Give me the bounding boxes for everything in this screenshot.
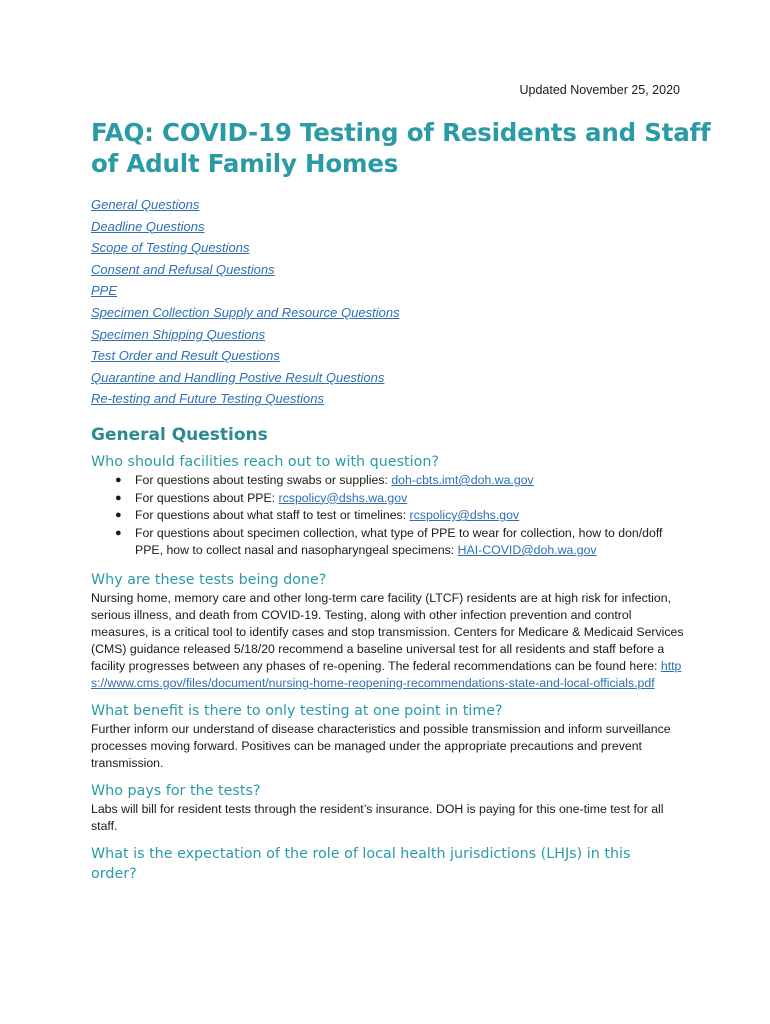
toc-item	[91, 388, 400, 410]
toc-link-ppe[interactable]: PPE	[91, 283, 118, 299]
toc-item	[91, 345, 400, 367]
toc-item	[91, 324, 400, 346]
toc-link-quarantine[interactable]: Quarantine and Handling Postive Result Questions	[91, 369, 385, 385]
email-link[interactable]: rcspolicy@dshs.wa.gov	[278, 490, 408, 505]
toc-link-scope[interactable]: Scope of Testing Questions	[91, 240, 250, 256]
email-link[interactable]: rcspolicy@dshs.gov	[409, 508, 520, 522]
question-one-point-testing: What benefit is there to only testing at one point in time?	[91, 702, 503, 719]
question-who-pays: Who pays for the tests?	[91, 782, 261, 799]
toc-item	[91, 237, 400, 259]
page-title: FAQ: COVID-19 Testing of Residents and Staff of Adult Family Homes	[91, 118, 711, 178]
toc-link-retesting[interactable]: Re-testing and Future Testing Questions	[91, 391, 324, 407]
bullet-text: For questions about PPE:	[135, 490, 279, 505]
toc-link-specimen-shipping[interactable]: Specimen Shipping Questions	[91, 326, 266, 342]
email-link[interactable]: HAI-COVID@doh.wa.gov	[457, 543, 597, 557]
bullet-icon: ●	[115, 526, 122, 539]
list-item	[115, 525, 691, 560]
toc-item	[91, 216, 400, 238]
general-section	[91, 423, 691, 884]
toc-item	[91, 259, 400, 281]
section-heading-general: General Questions	[91, 425, 268, 445]
list-item	[115, 490, 691, 508]
email-link[interactable]: doh-cbts.imt@doh.wa.gov	[391, 473, 534, 487]
toc-link-test-order[interactable]: Test Order and Result Questions	[91, 348, 280, 364]
table-of-contents	[91, 194, 400, 410]
bullet-text: For questions about testing swabs or supplies:	[135, 473, 392, 487]
bullet-text: For questions about what staff to test or timelines:	[135, 508, 410, 522]
toc-link-consent[interactable]: Consent and Refusal Questions	[91, 261, 275, 277]
bullet-icon: ●	[115, 474, 122, 486]
bullet-text: For questions about specimen collection, what type of PPE to wear for collection, how to don/doff PPE, how to collect nasal and nasopharyngeal specimens:	[135, 525, 663, 557]
list-item	[115, 472, 691, 490]
list-item	[115, 507, 691, 525]
cms-recommendations-link[interactable]: https://www.cms.gov/files/document/nursing-home-reopening-recommendations-state-and-local-officials.pdf	[91, 658, 682, 690]
updated-date: Updated November 25, 2020	[519, 83, 680, 97]
toc-item	[91, 280, 400, 302]
question-why-tests: Why are these tests being done?	[91, 571, 327, 588]
toc-item	[91, 302, 400, 324]
answer-one-point-testing: Further inform our understand of disease characteristics and possible transmission and inform surveillance processes moving forward. Positives can be managed under the appropriate precautions and prevent transmission.	[91, 721, 671, 770]
toc-item	[91, 367, 400, 389]
contacts-list	[91, 472, 691, 560]
toc-link-general[interactable]: General Questions	[91, 197, 200, 212]
toc-link-specimen-collection[interactable]: Specimen Collection Supply and Resource Questions	[91, 304, 400, 320]
answer-why-tests	[91, 590, 691, 692]
bullet-icon: ●	[115, 491, 122, 504]
question-contacts: Who should facilities reach out to with question?	[91, 454, 440, 470]
question-lhj-role: What is the expectation of the role of local health jurisdictions (LHJs) in this order?	[91, 845, 631, 882]
toc-item	[91, 194, 400, 216]
answer-who-pays: Labs will bill for resident tests through the resident’s insurance. DOH is paying for this one-time test for all staff.	[91, 801, 664, 833]
bullet-icon: ●	[115, 509, 122, 521]
toc-link-deadline[interactable]: Deadline Questions	[91, 218, 205, 234]
answer-text: Nursing home, memory care and other long-term care facility (LTCF) residents are at high risk for infection, serious illness, and death from COVID-19. Testing, along with other infection prevention and control measures, is a critical tool to identify cases and stop transmission. Centers for Medicare & Medicaid Services (CMS) guidance released 5/18/20 recommend a baseline universal test for all residents and staff before a facility progresses between any phases of re-opening. The federal recommendations can be found here:	[91, 590, 684, 673]
